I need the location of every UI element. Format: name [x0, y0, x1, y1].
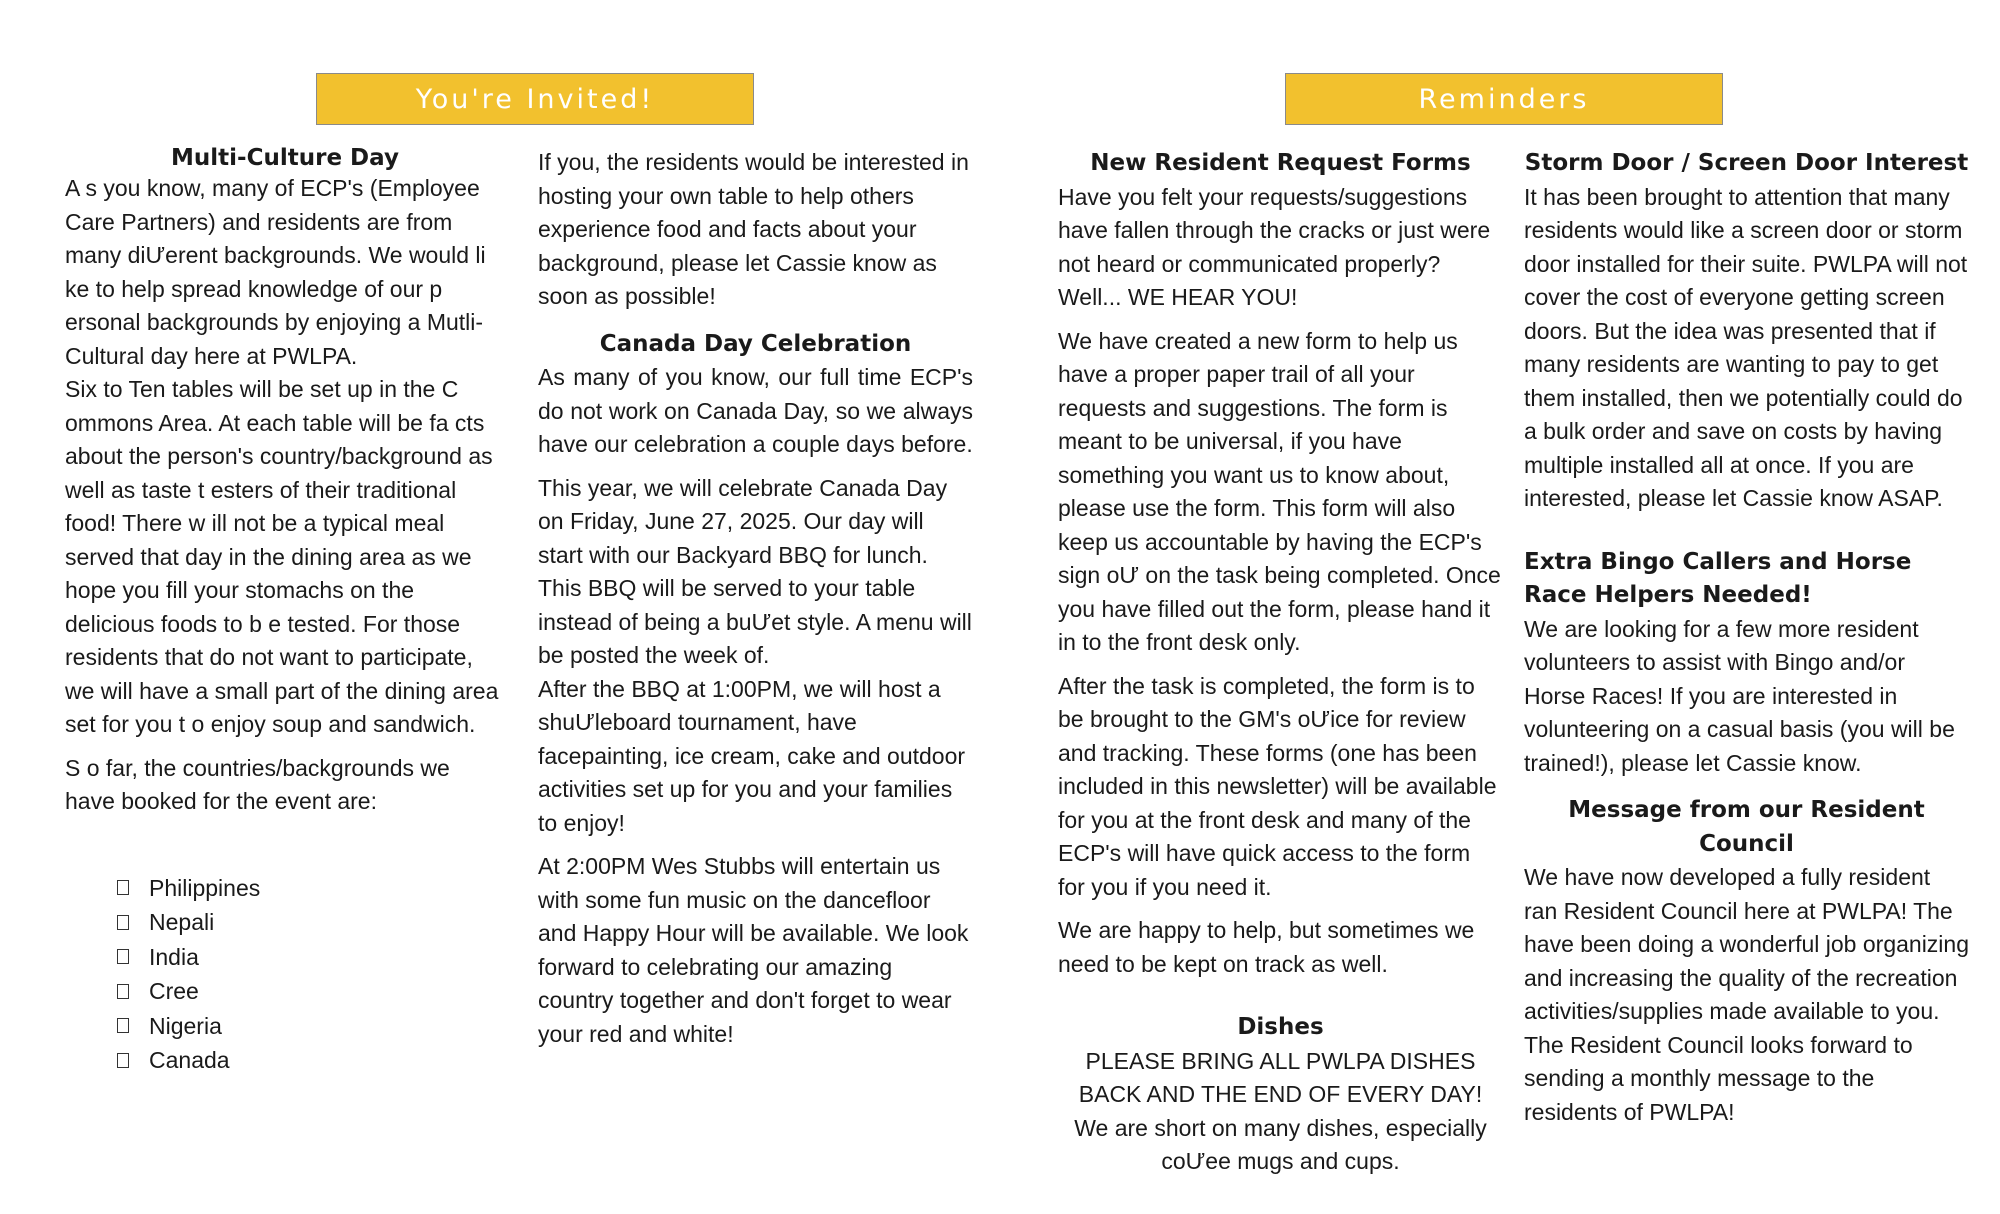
checkbox-bullet-icon — [117, 880, 129, 895]
multi-culture-para-2: Six to Ten tables will be set up in the C ommons Area. At each table will be fa cts about the person's country/background as well as taste t esters of their traditional food! There w ill not be a typical meal served that day in the dining area as we hope you fill your stomachs on the delicious foods to b e tested. For those residents that do not want to participate, we will have a small part of the dining area set for you t o enjoy soup and sandwich. — [65, 376, 499, 737]
checkbox-bullet-icon — [117, 915, 129, 930]
request-forms-heading: New Resident Request Forms — [1090, 150, 1471, 176]
list-item — [117, 871, 505, 906]
country-label: India — [149, 943, 199, 970]
dishes-para-1: PLEASE BRING ALL PWLPA DISHES BACK AND THE END OF EVERY DAY! — [1078, 1047, 1483, 1107]
canada-day-para-3: After the BBQ at 1:00PM, we will host a shuƯleboard tournament, have facepainting, ice cream, cake and outdoor activities set up for you and your families to enjoy! — [538, 675, 966, 836]
dishes-para-2: We are short on many dishes, especially coƯee mugs and cups. — [1074, 1114, 1487, 1174]
request-forms-para-2: We have created a new form to help us have a proper paper trail of all your requests and suggestions. The form is meant to be universal, if you have something you want us to know about, please use the form. This form will also keep us accountable by having the ECP's sign oƯ on the task being completed. Once you have filled out the form, please hand it in to the front desk only. — [1058, 327, 1501, 655]
checkbox-bullet-icon — [117, 1018, 129, 1033]
storm-door-heading: Storm Door / Screen Door Interest — [1524, 150, 1969, 176]
list-item — [117, 940, 505, 975]
checkbox-bullet-icon — [117, 949, 129, 964]
youre-invited-banner: You're Invited! — [316, 73, 754, 125]
list-item — [117, 1043, 505, 1078]
checkbox-bullet-icon — [117, 984, 129, 999]
checkbox-bullet-icon — [117, 1053, 129, 1068]
canada-day-heading: Canada Day Celebration — [599, 330, 912, 357]
dishes-heading: Dishes — [1237, 1014, 1324, 1040]
country-label: Nigeria — [149, 1012, 222, 1039]
request-forms-column — [1058, 147, 1503, 1179]
request-forms-para-1: Have you felt your requests/suggestions have fallen through the cracks or just were not heard or communicated properly? Well... WE HEAR YOU! — [1058, 183, 1491, 310]
country-label: Nepali — [149, 909, 215, 935]
reminders-banner: Reminders — [1285, 73, 1723, 125]
country-label: Canada — [149, 1047, 230, 1073]
notices-column — [1524, 147, 1969, 1129]
canada-day-column — [538, 146, 973, 1051]
hosting-table-para: If you, the residents would be interested in hosting your own table to help others experience food and facts about your background, please let Cassie know as soon as possible! — [538, 149, 969, 309]
canada-day-para-2: This year, we will celebrate Canada Day on Friday, June 27, 2025. Our day will start with our Backyard BBQ for lunch. This BBQ will be served to your table instead of being a buƯet style. A menu will be posted the week of. — [538, 474, 972, 668]
request-forms-para-4: We are happy to help, but sometimes we need to be kept on track as well. — [1058, 917, 1475, 977]
resident-council-heading: Message from our Resident Council — [1568, 797, 1925, 857]
canada-day-para-4: At 2:00PM Wes Stubbs will entertain us with some fun music on the dancefloor and Happy Hour will be available. We look forward to celebrating our amazing country together and don't forget to wear your red and white! — [538, 853, 969, 1047]
bingo-helpers-para: We are looking for a few more resident volunteers to assist with Bingo and/or Horse Races! If you are interested in volunteering on a casual basis (you will be trained!), please let Cassie know. — [1524, 615, 1955, 776]
multi-culture-day-column — [65, 144, 505, 1078]
list-item — [117, 974, 505, 1009]
country-label: Philippines — [149, 874, 261, 901]
multi-culture-para-1: A s you know, many of ECP's (Employee Care Partners) and residents are from many diƯerent backgrounds. We would li ke to help spread knowledge of our p ersonal backgrounds by enjoying a Mutli-Cultural day here at PWLPA. — [65, 175, 486, 369]
multi-culture-para-3: S o far, the countries/backgrounds we have booked for the event are: — [65, 754, 450, 814]
list-item — [117, 1009, 505, 1044]
storm-door-para: It has been brought to attention that many residents would like a screen door or storm door installed for their suite. PWLPA will not cover the cost of everyone getting screen doors. But the idea was presented that if many residents are wanting to pay to get them installed, then we potentially could do a bulk order and save on costs by having multiple installed all at once. If you are interested, please let Cassie know ASAP. — [1524, 183, 1968, 511]
canada-day-para-1: As many of you know, our full time ECP's do not work on Canada Day, so we always have our celebration a couple days before. — [538, 364, 973, 457]
multi-culture-day-heading: Multi-Culture Day — [171, 145, 399, 171]
country-label: Cree — [149, 978, 199, 1004]
list-item — [117, 905, 505, 940]
resident-council-para: We have now developed a fully resident ran Resident Council here at PWLPA! The have been doing a wonderful job organizing and increasing the quality of the recreation activities/supplies made available to you. The Resident Council looks forward to sending a monthly message to the residents of PWLPA! — [1524, 864, 1969, 1125]
request-forms-para-3: After the task is completed, the form is to be brought to the GM's oƯice for review and tracking. These forms (one has been included in this newsletter) will be available for you at the front desk and many of the ECP's will have quick access to the form for you if you need it. — [1058, 672, 1497, 900]
bingo-helpers-heading: Extra Bingo Callers and Horse Race Helpers Needed! — [1524, 548, 1912, 608]
countries-list — [65, 871, 505, 1078]
